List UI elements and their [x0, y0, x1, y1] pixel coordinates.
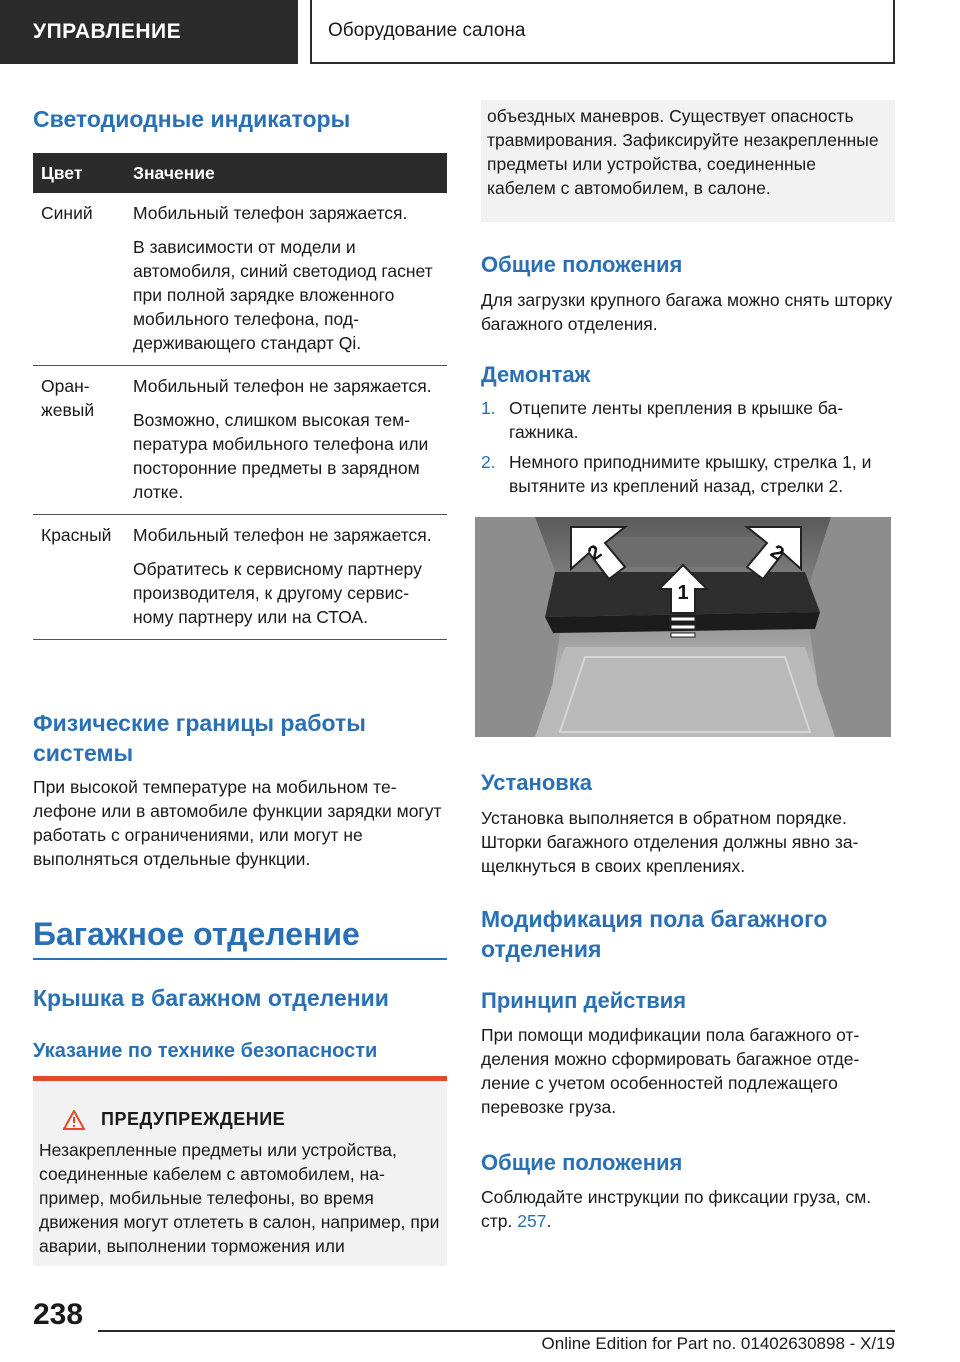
section-title: УПРАВЛЕНИЕ — [0, 0, 298, 64]
limits-heading: Физические границы работы системы — [33, 710, 366, 766]
cell-note: Обратитесь к сервисному партнеру производителя, к другому сервисному партнеру или на СТОА. — [133, 559, 422, 627]
principle-heading: Принцип действия — [481, 988, 687, 1013]
cell-note: В зависимости от модели и автомобиля, синий светодиод гаснет при полной зарядке вложенного мобильного телефона, поддерживающего стандарт Qi. — [133, 237, 433, 353]
cover-heading: Крышка в багажном отделении — [33, 985, 389, 1011]
mod-heading: Модификация пола багажного отделения — [481, 906, 828, 962]
warning-title-row — [63, 1109, 285, 1130]
page-number: 238 — [33, 1298, 84, 1331]
principle-text: При помощи модификации пола багажного отделения можно сформировать багажное отделение с учетом особенностей подлежащего перевозке груза. — [481, 1025, 860, 1117]
step-number: 1. — [481, 398, 496, 418]
col-header-color: Цвет — [33, 153, 125, 193]
step-number: 2. — [481, 452, 496, 472]
install-heading: Установка — [481, 770, 593, 795]
footer-divider — [98, 1330, 895, 1332]
arrow-label-2b: 2 — [766, 540, 788, 566]
cell-color: Оранжевый — [33, 366, 125, 515]
warning-triangle-icon — [63, 1110, 85, 1130]
general-heading: Общие положения — [481, 252, 683, 277]
general2-paragraph — [481, 1185, 895, 1233]
arrow-label-2a: 2 — [584, 540, 606, 566]
general2-text: Соблюдайте инструкции по фиксации груза, см. стр. — [481, 1187, 872, 1231]
table-row — [33, 366, 447, 515]
removal-steps — [481, 396, 895, 504]
warning-text: Незакрепленные предметы или устройства, соединенные кабелем с автомобилем, например, мобильные телефоны, во время движения могут отлететь в салон, например, при аварии, выполнении торможения или — [39, 1140, 440, 1256]
cell-color: Синий — [33, 193, 125, 366]
cell-main: Мобильный телефон не заряжается. — [133, 376, 432, 396]
page-ref-link[interactable]: 257 — [517, 1211, 547, 1231]
cell-meaning — [125, 515, 447, 640]
safety-heading: Указание по технике безопасности — [33, 1040, 378, 1062]
period: . — [546, 1211, 552, 1231]
table-row — [33, 193, 447, 366]
cell-note: Возможно, слишком высокая температура мобильного телефона или посторонние предметы в зарядном лотке. — [133, 410, 429, 502]
removal-heading: Демонтаж — [481, 362, 591, 387]
warning-title: ПРЕДУПРЕЖДЕНИЕ — [101, 1109, 286, 1129]
general-text: Для загрузки крупного багажа можно снять шторку багажного отделения. — [481, 290, 893, 334]
arrow-label-1: 1 — [677, 582, 689, 604]
trunk-illustration — [475, 517, 891, 737]
cell-meaning — [125, 193, 447, 366]
warning-continuation-box — [481, 100, 895, 222]
led-heading: Светодиодные индикаторы — [33, 106, 351, 132]
col-header-meaning: Значение — [125, 153, 447, 193]
led-table — [33, 153, 447, 640]
chapter-title: Оборудование салона — [310, 0, 895, 64]
table-row — [33, 515, 447, 640]
cell-main: Мобильный телефон заряжается. — [133, 203, 408, 223]
cell-color: Красный — [33, 515, 125, 640]
edition-text: Online Edition for Part no. 01402630898 - X/19 — [541, 1334, 895, 1353]
page-header — [0, 0, 960, 66]
step-text: Отцепите ленты крепления в крышке багажника. — [509, 398, 844, 442]
install-text: Установка выполняется в обратном порядке. Шторки багажного отделения должны явно защелкнуться в своих креплениях. — [481, 808, 859, 876]
list-item — [481, 450, 895, 498]
list-item — [481, 396, 895, 444]
trunk-heading: Багажное отделение — [33, 912, 447, 960]
trunk-figure — [475, 517, 891, 737]
warning-box — [33, 1076, 447, 1266]
general2-heading: Общие положения — [481, 1150, 683, 1175]
warning-continuation: объездных маневров. Существует опасность травмирования. Зафиксируйте незакрепленные предметы или устройства, соединенные кабелем с автомобилем, в салоне. — [487, 106, 879, 198]
step-text: Немного приподнимите крышку, стрелка 1, и вытяните из креплений назад, стрелки 2. — [509, 452, 872, 496]
cell-meaning — [125, 366, 447, 515]
limits-text: При высокой температуре на мобильном телефоне или в автомобиле функции зарядки могут работать с ограничениями, или могут не выполняться отдельные функции. — [33, 777, 442, 869]
cell-main: Мобильный телефон не заряжается. — [133, 525, 432, 545]
